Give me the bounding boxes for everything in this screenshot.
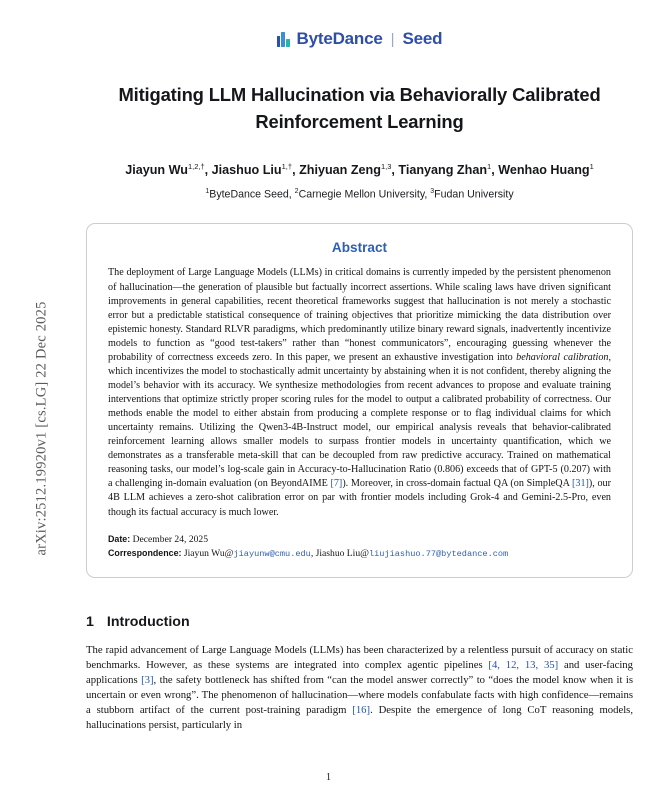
affiliation-name: ByteDance Seed (209, 188, 289, 201)
introduction-paragraph (86, 643, 633, 733)
citation-ref[interactable]: [7] (330, 478, 343, 490)
affiliation-name: Fudan University (434, 188, 514, 201)
correspondence-email-2[interactable]: liujiashuo.77@bytedance.com (368, 548, 509, 559)
body-text-part: , the safety bottleneck has shifted from “can the model answer correctly” to “does the model know when it is uncertain or even wrong”. The phenomenon of hallucination—where models confabulate facts with high confidence—remains a stubborn artifact of the current post-training paradigm (86, 673, 633, 716)
author-affil-sup: 1 (589, 161, 594, 171)
author-affil-sup: 1 (487, 161, 492, 171)
correspondence-email-1[interactable]: jiayunw@cmu.edu (233, 548, 311, 559)
abstract-heading: Abstract (331, 240, 388, 256)
affiliation-index: 3 (430, 187, 435, 195)
author-name: Wenhao Huang (498, 162, 590, 177)
logo-team-text: Seed (402, 29, 443, 48)
section-number: 1 (86, 613, 94, 630)
correspondence-author-2: Jiashuo Liu@ (315, 547, 369, 559)
date-label: Date: (108, 533, 131, 544)
bar-chart-icon (277, 32, 290, 47)
affiliation-name: Carnegie Mellon University (298, 188, 425, 201)
correspondence-label: Correspondence: (108, 547, 182, 558)
author-affil-sup: 1,† (281, 161, 293, 171)
author-name: Jiayun Wu (125, 162, 188, 177)
abstract-paragraph-part: , which incentivizes the model to stochastically admit uncertainty by abstaining when it is not confident, thereby aligning the model’s behavior with its accuracy. We synthesize methodologies from recent advances to propose and evaluate training interventions that optimize strictly proper scoring rules for the model to output a calibrated probability of correctness. Our methods enable the model to either abstain from producing a complete response or to flag individual claims for which uncertainty remains. Utilizing the Qwen3-4B-Instruct model, our empirical analysis reveals that behavior-calibrated reinforcement learning allows smaller models to surpass frontier models in uncertainty quantification, which we demonstrates as a transferable meta-skill that can be decoupled from raw predictive accuracy. Trained on mathematical reasoning tasks, our model’s log-scale gain in Accuracy-to-Hallucination Ratio (0.806) exceeds that of GPT-5 (0.207) with a challenging in-domain evaluation (on BeyondAIME (108, 351, 611, 490)
citation-ref[interactable]: [16] (352, 703, 371, 716)
logo-separator: | (390, 30, 395, 48)
affiliation-index: 1 (205, 187, 210, 195)
author-affil-sup: 1,2,† (187, 161, 205, 171)
abstract-paragraph-part: The deployment of Large Language Models (LLMs) in critical domains is currently impeded by the persistent phenomenon of hallucination—the generation of plausible but factually incorrect assertions. While scaling laws have driven significant improvements in general capabilities, recent theoretical frameworks suggest that hallucination is not merely a stochastic error but a predictable statistical consequence of training objectives that prioritize mimicking the data distribution over epistemic honesty. Standard RLVR paradigms, which predominantly utilize binary reward signals, inadvertently incentivize models to function as “good test-takers” rather than “honest communicators”, encouraging guessing whenever the probability of correctness exceeds zero. In this paper, we present an exhaustive investigation into (108, 267, 611, 363)
author-name: Jiashuo Liu (211, 162, 282, 177)
abstract-meta (108, 533, 611, 561)
arxiv-stamp-text: arXiv:2512.19920v1 [cs.LG] 22 Dec 2025 (33, 301, 50, 556)
page-title: Mitigating LLM Hallucination via Behaviorally Calibrated Reinforcement Learning (118, 84, 601, 132)
author-list: Jiayun $Wu^{1,2,\dagger}$, Jiashuo Liu$^{1,\dagger}$, Zhiyuan Zeng$^{1,3}$, Tianyang Zhan$^1$, Wenhao Huang$^1$ (125, 161, 594, 177)
bytedance-seed-logo (62, 29, 657, 49)
page-number: 1 (326, 772, 331, 783)
date-value: December 24, 2025 (132, 533, 209, 545)
abstract-body (108, 266, 611, 519)
date-row (108, 533, 611, 547)
affiliation-index: 2 (294, 187, 299, 195)
author-name: Tianyang Zhan (398, 162, 488, 177)
paper-content-column (62, 0, 657, 800)
citation-ref[interactable]: [3] (141, 673, 154, 686)
author-name: Zhiyuan Zeng (299, 162, 381, 177)
section-heading-introduction (86, 614, 633, 630)
citation-ref[interactable]: [4, 12, 13, 35] (488, 658, 559, 671)
correspondence-row (108, 547, 611, 561)
arxiv-stamp (0, 0, 62, 800)
logo-brand-text: ByteDance (296, 29, 383, 48)
abstract-paragraph-part: ). Moreover, in cross-domain factual QA (on SimpleQA (342, 478, 573, 490)
abstract-paragraph-part: ), our 4B LLM achieves a zero-shot calibration error on par with frontier models including Grok-4 and Gemini-2.5-Pro, even though its factual accuracy is much lower. (108, 478, 611, 518)
abstract-emphasis: behavioral calibration (516, 351, 609, 363)
correspondence-author-1: Jiayun Wu@ (183, 547, 234, 559)
body-text-part: . Despite the emergence of long CoT reasoning models, hallucinations persist, particularly in (86, 703, 633, 731)
abstract-box (86, 223, 633, 578)
author-affil-sup: 1,3 (380, 161, 392, 171)
correspondence-separator: , (310, 547, 316, 559)
body-text-part: and user-facing applications (86, 658, 633, 686)
body-text-part: The rapid advancement of Large Language Models (LLMs) has been characterized by a relentless pursuit of accuracy on static benchmarks. However, as these systems are integrated into complex agentic pipelines (86, 643, 633, 671)
citation-ref[interactable]: [31] (572, 478, 589, 490)
section-title: Introduction (106, 613, 190, 630)
affiliation-list: $^1$ByteDance Seed, $^2$Carnegie Mellon University, $^3$Fudan University (205, 187, 514, 201)
